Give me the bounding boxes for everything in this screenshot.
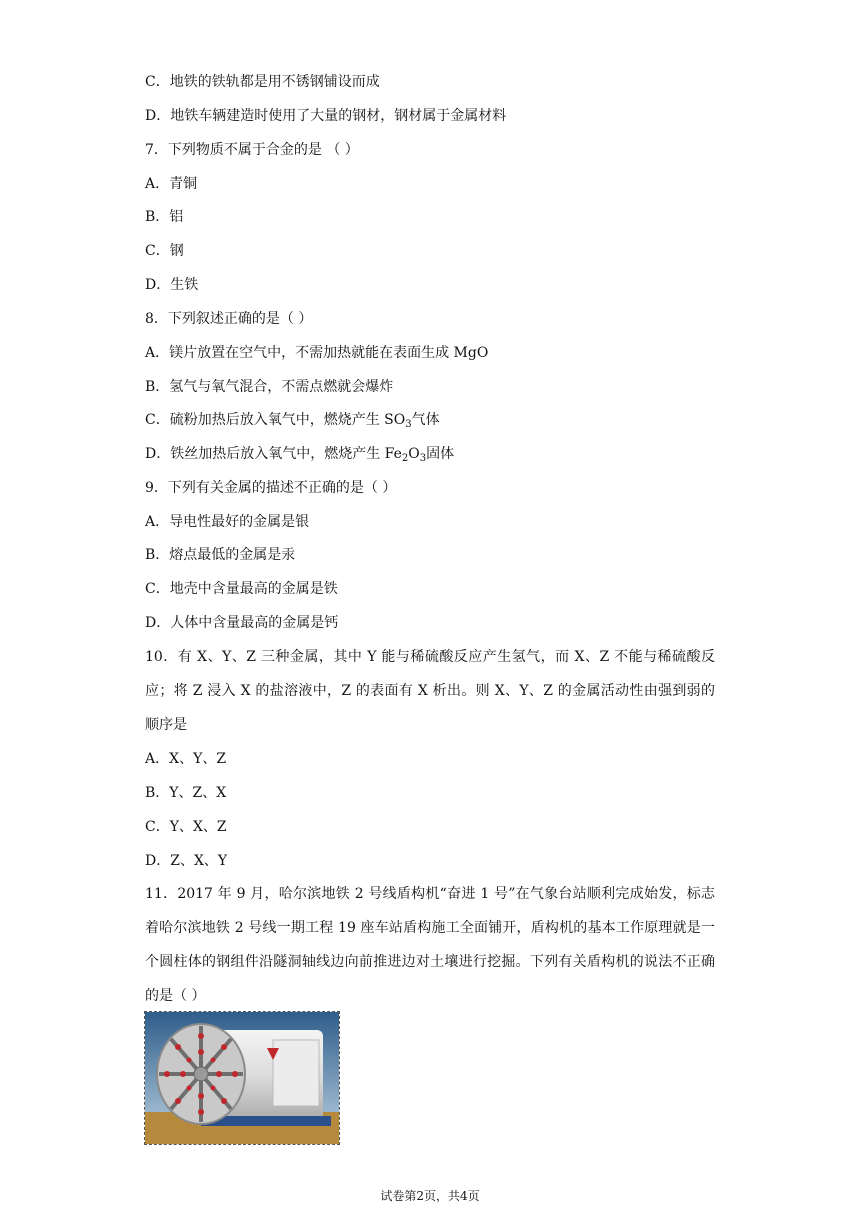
- q8-d-subscript-1: 2: [401, 453, 409, 464]
- question-10: 10．有 X、Y、Z 三种金属，其中 Y 能与稀硫酸反应产生氢气，而 X、Z 不能与稀硫酸反应；将 Z 浸入 X 的盐溶液中，Z 的表面有 X 析出。则 X、Y、Z 的金属活动性由强到弱的顺序是: [145, 649, 715, 733]
- question-9: 9．下列有关金属的描述不正确的是（ ）: [145, 480, 397, 496]
- q7-option-c: C．钢: [145, 243, 184, 259]
- q9-option-a: A．导电性最好的金属是银: [145, 514, 310, 530]
- q8-option-c: [145, 410, 440, 430]
- question-8: 8．下列叙述正确的是（ ）: [145, 311, 313, 327]
- machine-panel: [273, 1040, 319, 1106]
- q7-option-d: D．生铁: [145, 277, 199, 293]
- q10-option-c: C．Y、X、Z: [145, 819, 227, 835]
- q7-option-b: B．铝: [145, 209, 184, 225]
- q8-c-text: C．硫粉加热后放入氧气中，燃烧产生 SO: [145, 412, 406, 428]
- q8-option-a: A．镁片放置在空气中，不需加热就能在表面生成 MgO: [145, 345, 489, 361]
- q8-d-oxygen: O: [408, 446, 420, 462]
- q8-d-text: D．铁丝加热后放入氧气中，燃烧产生 Fe: [145, 446, 402, 462]
- q8-option-d: [145, 444, 454, 464]
- cutter-hub: [194, 1067, 208, 1081]
- q10-option-d: D．Z、X、Y: [145, 853, 228, 869]
- q10-option-b: B．Y、Z、X: [145, 785, 227, 801]
- q9-option-b: B．熔点最低的金属是汞: [145, 547, 296, 563]
- q9-option-c: C．地壳中含量最高的金属是铁: [145, 581, 338, 597]
- q10-option-a: A．X、Y、Z: [145, 751, 227, 767]
- q9-option-d: D．人体中含量最高的金属是钙: [145, 615, 339, 631]
- q8-d-subscript-2: 3: [419, 453, 427, 464]
- question-11: 11．2017 年 9 月，哈尔滨地铁 2 号线盾构机“奋进 1 号”在气象台站顺利完成始发，标志着哈尔滨地铁 2 号线一期工程 19 座车站盾构施工全面铺开，盾构机的基本工作原理就是一个圆柱体的钢组件沿隧洞轴线边向前推进边对土壤进行挖掘。下列有关盾构机的说法不正确的是（ ）: [145, 886, 715, 1004]
- option-c-line: C．地铁的铁轨都是用不锈钢铺设而成: [145, 74, 380, 90]
- shield-machine-photo: [144, 1011, 340, 1145]
- q8-c-tail: 气体: [411, 412, 440, 428]
- option-d-line: D．地铁车辆建造时使用了大量的钢材，钢材属于金属材料: [145, 108, 507, 124]
- q8-option-b: B．氢气与氧气混合，不需点燃就会爆炸: [145, 379, 394, 395]
- page-footer: 试卷第2页，共4页: [380, 1189, 480, 1203]
- question-7: 7．下列物质不属于合金的是 （ ）: [145, 142, 359, 158]
- q8-c-subscript: 3: [405, 419, 412, 430]
- q8-d-tail: 固体: [426, 446, 455, 462]
- q7-option-a: A．青铜: [145, 176, 198, 192]
- tunnel-boring-machine-illustration: [145, 1012, 339, 1144]
